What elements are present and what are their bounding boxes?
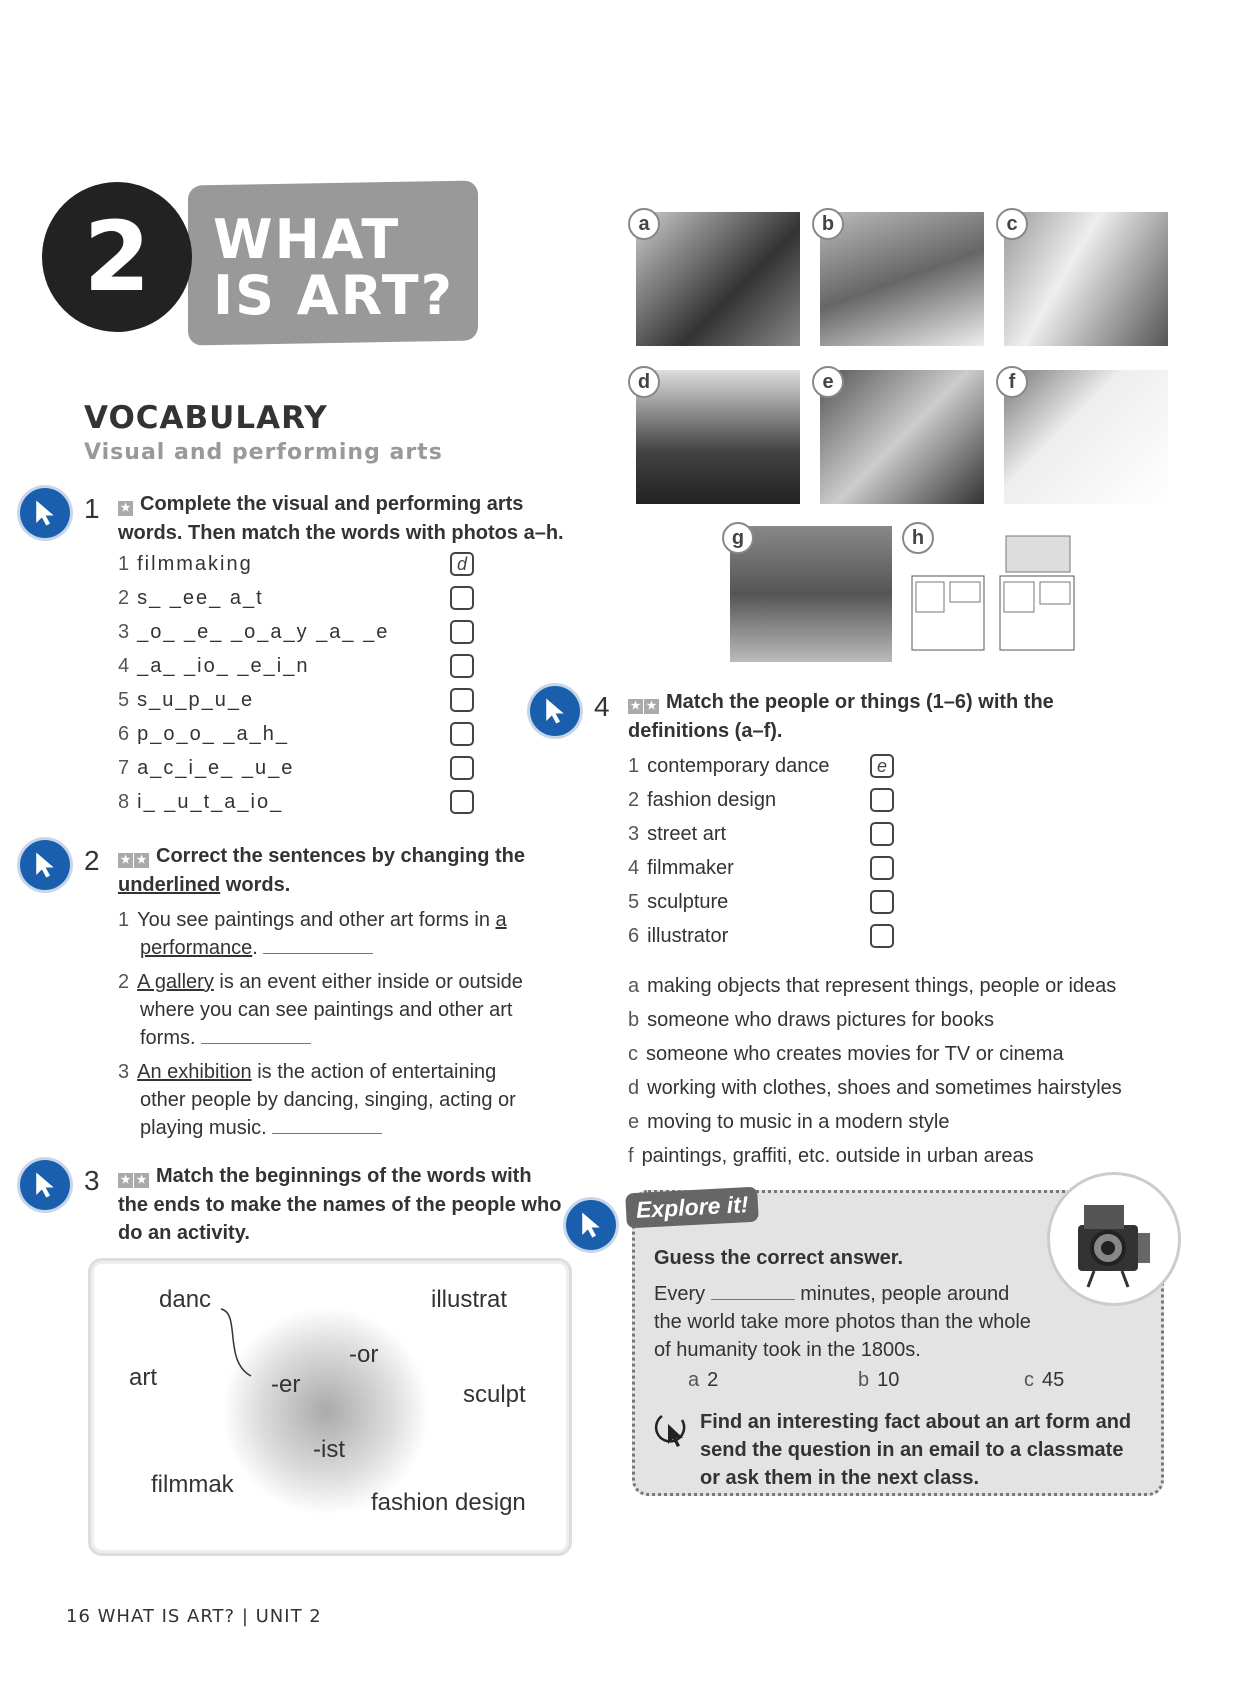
exercise-1-item: 3 _o_ _e_ _o_a_y _a_ _e <box>118 621 390 643</box>
unit-title-line2: IS ART? <box>213 264 454 327</box>
exercise-1-item: 4 _a_ _io_ _e_i_n <box>118 655 310 677</box>
difficulty-stars: ★ ★ <box>118 843 150 871</box>
answer-box[interactable] <box>450 620 474 644</box>
task-line: send the question in an email to a classmate <box>700 1439 1124 1461</box>
click-cursor-icon <box>652 1410 692 1455</box>
instr-line: Correct the sentences by changing the <box>156 845 525 867</box>
exercise-4-item: 5 sculpture <box>628 891 729 913</box>
photo-label-a: a <box>628 208 660 240</box>
page-footer: 16 WHAT IS ART? | UNIT 2 <box>66 1606 322 1627</box>
photo-label-e: e <box>812 366 844 398</box>
photo-e <box>820 370 984 504</box>
photo-h <box>910 526 1076 662</box>
exercise-1-item: 6 p_o_o_ _a_h_ <box>118 723 290 745</box>
instr-line: definitions (a–f). <box>628 719 783 742</box>
photo-a <box>636 212 800 346</box>
unit-title-line1: WHAT <box>213 208 401 271</box>
exercise-4-number: 4 <box>594 691 610 722</box>
cursor-icon[interactable] <box>20 1160 70 1210</box>
exercise-3-instructions <box>118 1162 561 1247</box>
difficulty-stars: ★ ★ <box>118 1163 150 1191</box>
photo-c <box>1004 212 1168 346</box>
answer-blank[interactable] <box>711 1283 795 1300</box>
explore-tag: Explore it! <box>625 1187 759 1229</box>
photo-g <box>730 526 892 662</box>
section-subtitle: Visual and performing arts <box>84 440 443 465</box>
exercise-4-item: 1 contemporary dance <box>628 755 830 777</box>
exercise-1-item: 7 a_c_i_e_ _u_e <box>118 757 295 779</box>
explore-question: Every minutes, people around the world take more photos than the whole of humanity took in the 1800s. <box>654 1283 1031 1361</box>
word-sculpt[interactable]: sculpt <box>463 1381 526 1408</box>
exercise-4-item: 4 filmmaker <box>628 857 734 879</box>
answer-box[interactable] <box>450 722 474 746</box>
instr-underlined: underlined <box>118 873 221 896</box>
word-art[interactable]: art <box>129 1364 158 1391</box>
ending-ist[interactable]: -ist <box>313 1436 345 1463</box>
answer-box[interactable] <box>870 822 894 846</box>
answer-box[interactable] <box>450 654 474 678</box>
photo-label-d: d <box>628 366 660 398</box>
exercise-1-instructions <box>118 490 564 547</box>
word-fashion-design[interactable]: fashion design <box>371 1489 526 1516</box>
exercise-2-number: 2 <box>84 845 100 876</box>
definition-item: c someone who creates movies for TV or cinema <box>628 1043 1064 1065</box>
word-illustrat[interactable]: illustrat <box>431 1286 508 1313</box>
photo-d <box>636 370 800 504</box>
section-title: VOCABULARY <box>84 400 328 436</box>
word-danc[interactable]: danc <box>159 1286 212 1313</box>
cursor-icon[interactable] <box>530 686 580 736</box>
answer-box[interactable]: e <box>870 754 894 778</box>
unit-title <box>213 208 454 327</box>
photo-label-f: f <box>996 366 1028 398</box>
ending-er[interactable]: -er <box>271 1371 301 1398</box>
exercise-2-sentence-1: 1 You see paintings and other art forms in a performance. <box>118 909 507 959</box>
answer-box[interactable] <box>450 790 474 814</box>
explore-option-c[interactable]: c 45 <box>1024 1369 1065 1391</box>
answer-box[interactable] <box>870 924 894 948</box>
photo-label-g: g <box>722 522 754 554</box>
instr-line: words. Then match the words with photos a–h. <box>118 521 564 544</box>
exercise-2-instructions <box>118 842 525 899</box>
explore-heading: Guess the correct answer. <box>654 1247 904 1269</box>
answer-blank[interactable] <box>201 1027 311 1044</box>
answer-box[interactable] <box>870 788 894 812</box>
cursor-icon[interactable] <box>20 488 70 538</box>
answer-box[interactable] <box>450 688 474 712</box>
photo-label-h: h <box>902 522 934 554</box>
exercise-1-number: 1 <box>84 493 100 524</box>
instr-line: do an activity. <box>118 1221 250 1244</box>
difficulty-stars: ★ ★ <box>628 689 660 717</box>
task-line: Find an interesting fact about an art form and <box>700 1411 1132 1433</box>
answer-box[interactable] <box>450 756 474 780</box>
answer-blank[interactable] <box>263 937 373 954</box>
answer-box[interactable] <box>870 890 894 914</box>
exercise-2-sentence-2: 2 A gallery is an event either inside or outside where you can see paintings and other art forms. <box>118 971 523 1049</box>
exercise-2-sentence-3: 3 An exhibition is the action of entertaining other people by dancing, singing, acting or playing music. <box>118 1061 516 1139</box>
instr-line: words. <box>220 873 291 896</box>
definition-item: a making objects that represent things, people or ideas <box>628 975 1117 997</box>
explore-task <box>700 1408 1131 1492</box>
photo-b <box>820 212 984 346</box>
unit-number: 2 <box>42 182 192 332</box>
cursor-icon[interactable] <box>566 1200 616 1250</box>
difficulty-stars: ★ <box>118 491 134 519</box>
exercise-1-item: 5 s_u_p_u_e <box>118 689 255 711</box>
definition-item: d working with clothes, shoes and sometimes hairstyles <box>628 1077 1122 1099</box>
instr-line: Match the beginnings of the words with <box>156 1165 532 1187</box>
exercise-1-item: 8 i_ _u_t_a_io_ <box>118 791 284 813</box>
definition-item: e moving to music in a modern style <box>628 1111 950 1133</box>
cursor-icon[interactable] <box>20 840 70 890</box>
answer-box[interactable]: d <box>450 552 474 576</box>
exercise-4-item: 2 fashion design <box>628 789 777 811</box>
photo-f <box>1004 370 1168 504</box>
photo-label-c: c <box>996 208 1028 240</box>
exercise-1-item: 2 s_ _ee_ a_t <box>118 587 264 609</box>
ending-or[interactable]: -or <box>349 1341 379 1368</box>
exercise-3-number: 3 <box>84 1165 100 1196</box>
connector-line <box>211 1301 271 1391</box>
explore-option-a[interactable]: a 2 <box>688 1369 719 1391</box>
explore-option-b[interactable]: b 10 <box>858 1369 900 1391</box>
instr-line: Complete the visual and performing arts <box>140 493 524 515</box>
definition-item: b someone who draws pictures for books <box>628 1009 994 1031</box>
word-box <box>88 1258 572 1556</box>
definition-item: f paintings, graffiti, etc. outside in urban areas <box>628 1145 1034 1167</box>
exercise-4-item: 3 street art <box>628 823 727 845</box>
answer-box[interactable] <box>870 856 894 880</box>
answer-box[interactable] <box>450 586 474 610</box>
task-line: or ask them in the next class. <box>700 1467 979 1489</box>
instr-line: the ends to make the names of the people who <box>118 1193 562 1216</box>
answer-blank[interactable] <box>272 1117 382 1134</box>
exercise-4-item: 6 illustrator <box>628 925 729 947</box>
word-filmmak[interactable]: filmmak <box>151 1471 234 1498</box>
photo-label-b: b <box>812 208 844 240</box>
instr-line: Match the people or things (1–6) with the <box>666 691 1054 713</box>
exercise-1-item: 1 filmmaking <box>118 553 253 575</box>
exercise-4-instructions <box>628 688 1054 745</box>
